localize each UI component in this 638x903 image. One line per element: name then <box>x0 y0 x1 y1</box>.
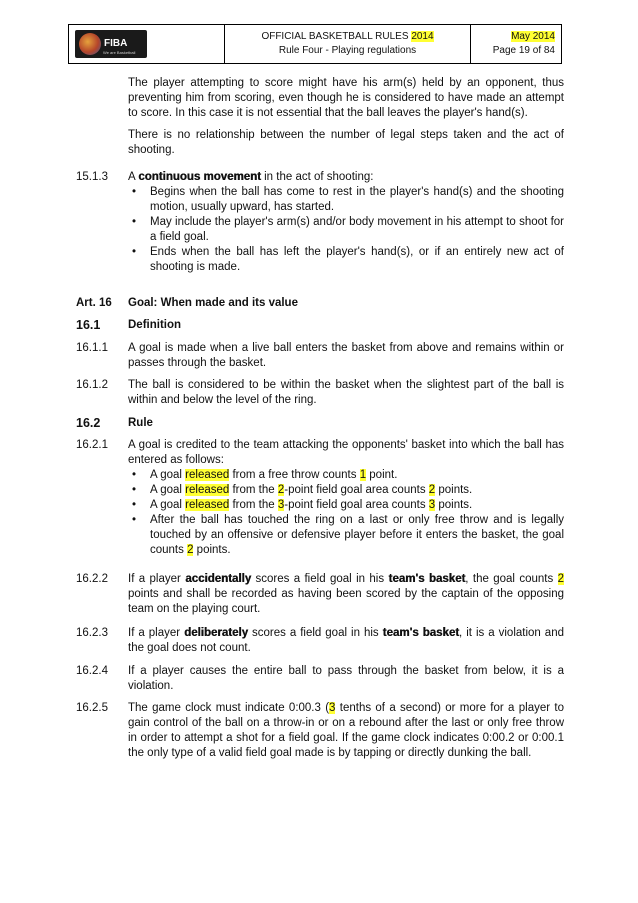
term-teams-basket: team's basket <box>382 627 460 639</box>
list-item: • Ends when the ball has left the player's hand(s), or if an entirely new act of shooting is made. <box>128 245 564 275</box>
list-item: • After the ball has touched the ring on a last or only free throw and is legally touched by an offensive or defensive player before it enters the basket, the goal counts 2 points. <box>128 513 564 558</box>
term-continuous-movement: continuous movement <box>138 171 261 183</box>
term-accidentally: accidentally <box>185 573 252 585</box>
section-text: If a player accidentally scores a field goal in his team's basket, the goal counts 2 points and shall be recorded as having been scored by the captain of the opposing team on the playing court. <box>128 573 565 615</box>
section-text: If a player deliberately scores a field goal in his team's basket, it is a violation and the goal does not count. <box>128 627 564 654</box>
section-number: 16.2.2 <box>76 573 108 585</box>
section-title: Definition <box>128 319 182 331</box>
section-number: 16.2 <box>76 416 101 430</box>
section-number: 16.2.5 <box>76 702 108 714</box>
header-year: 2014 <box>411 31 434 42</box>
header-subtitle: Rule Four - Playing regulations <box>278 45 417 56</box>
list-item: • A goal released from a free throw counts 1 point. <box>128 468 564 483</box>
section-text: The ball is considered to be within the basket when the slightest part of the ball is within and below the level of the ring. <box>128 379 564 406</box>
document-page: FIBA We are Basketball OFFICIAL BASKETBALL RULES 2014 Rule Four - Playing regulations May 2014 Page 19 of 84 The player attempting to score might have his arm(s) held by an opponent, thus preventing him from scoring, even though he is considered to have made an attempt to score. In this case it is not essential that the ball leaves the player's hand(s). There is no relationship between the number of legal steps taken and the act of shooting. 15.1.3 A continuous movement in the act of shooting: • Begins when the ball has come to rest in the player's hand(s) and the shooting motion, usually upward, has started. • May include the player's arm(s) and/or body movement in his attempt to shoot for a field goal. • Ends when the ball has left the player's hand(s), or if an entirely new act of shooting is made. Art. 16 Goal: When made and its value 16.1 Definition 16.1.1 A goal is made when a live ball enters the basket from above and remains within or passes through the basket. 16.1.2 The ball is considered to be within the basket when the slightest part of the ball is within and below the level of the ring. 16.2 Rule 16.2.1 A goal is credited to the team attacking the opponents' basket into which the ball has entered as follows: • A goal released from a free throw counts 1 point. • A goal released from the 2-point field goal area counts 2 points. • A goal released from the 3-point field goal area counts 3 points. • After the ball has touched the ring on a last or only free throw and is legally touched by an offensive or defensive player before it enters the basket, the goal counts 2 points. 16.2.2 If a player accidentally scores a field goal in his team's basket, the goal counts 2 points and shall be recorded as having been scored by the captain of the opposing team on the playing court. 16.2.3 If a player deliberately scores a field goal in his team's basket, it is a violation and the goal does not count. 16.2.4 If a player causes the entire ball to pass through the basket from below, it is a violation. 16.2.5 The game clock must indicate 0:00.3 (3 tenths of a second) or more for a player to gain control of the ball on a throw-in or on a rebound after the last or only free throw in order to attempt a shot for a field goal. If the game clock indicates 0:00.2 or 0:00.1 the only type of a valid field goal made is by tapping or directly dunking the ball. <box>0 0 638 903</box>
section-number: 16.2.3 <box>76 627 108 639</box>
section-number: 15.1.3 <box>76 171 108 183</box>
section-number: 16.2.1 <box>76 439 108 451</box>
section-number: 16.1 <box>76 318 101 332</box>
section-number: 16.1.1 <box>76 342 108 354</box>
header-logo-cell <box>69 25 225 63</box>
section-text: The game clock must indicate 0:00.3 (3 tenths of a second) or more for a player to gain control of the ball on a throw-in or on a rebound after the last or only free throw in order to attempt a shot for a field goal. If the game clock indicates 0:00.2 or 0:00.1 the only type of a valid field goal made is by tapping or directly dunking the ball. <box>128 702 564 759</box>
article-title: Goal: When made and its value <box>128 297 298 309</box>
list-item: • A goal released from the 3-point field goal area counts 3 points. <box>128 498 564 513</box>
section-text: A goal is credited to the team attacking the opponents' basket into which the ball has entered as follows: <box>128 439 564 466</box>
section-title: Rule <box>128 417 153 429</box>
logo-subtext: We are Basketball <box>103 50 136 55</box>
list-item: • May include the player's arm(s) and/or body movement in his attempt to shoot for a field goal. <box>128 215 564 245</box>
header-title-cell <box>225 25 471 63</box>
section-text: If a player causes the entire ball to pass through the basket from below, it is a violation. <box>128 665 564 692</box>
page-header <box>68 24 562 64</box>
section-number: 16.1.2 <box>76 379 108 391</box>
list-item: • A goal released from the 2-point field goal area counts 2 points. <box>128 483 564 498</box>
list-item: • Begins when the ball has come to rest in the player's hand(s) and the shooting motion, usually upward, has started. <box>128 185 564 215</box>
header-date: May 2014 <box>511 31 555 42</box>
basketball-icon <box>79 33 101 55</box>
section-intro: A continuous movement in the act of shooting: <box>128 171 374 183</box>
header-meta-cell <box>471 25 561 63</box>
article-number: Art. 16 <box>76 297 112 309</box>
header-title: OFFICIAL BASKETBALL RULES 2014 <box>261 31 434 42</box>
fiba-logo <box>75 30 147 58</box>
term-teams-basket: team's basket <box>388 573 466 585</box>
term-deliberately: deliberately <box>184 627 248 639</box>
section-number: 16.2.4 <box>76 665 108 677</box>
section-text: A goal is made when a live ball enters the basket from above and remains within or passes through the basket. <box>128 342 564 369</box>
page-number: Page 19 of 84 <box>492 45 555 56</box>
logo-text: FIBA <box>104 38 128 49</box>
